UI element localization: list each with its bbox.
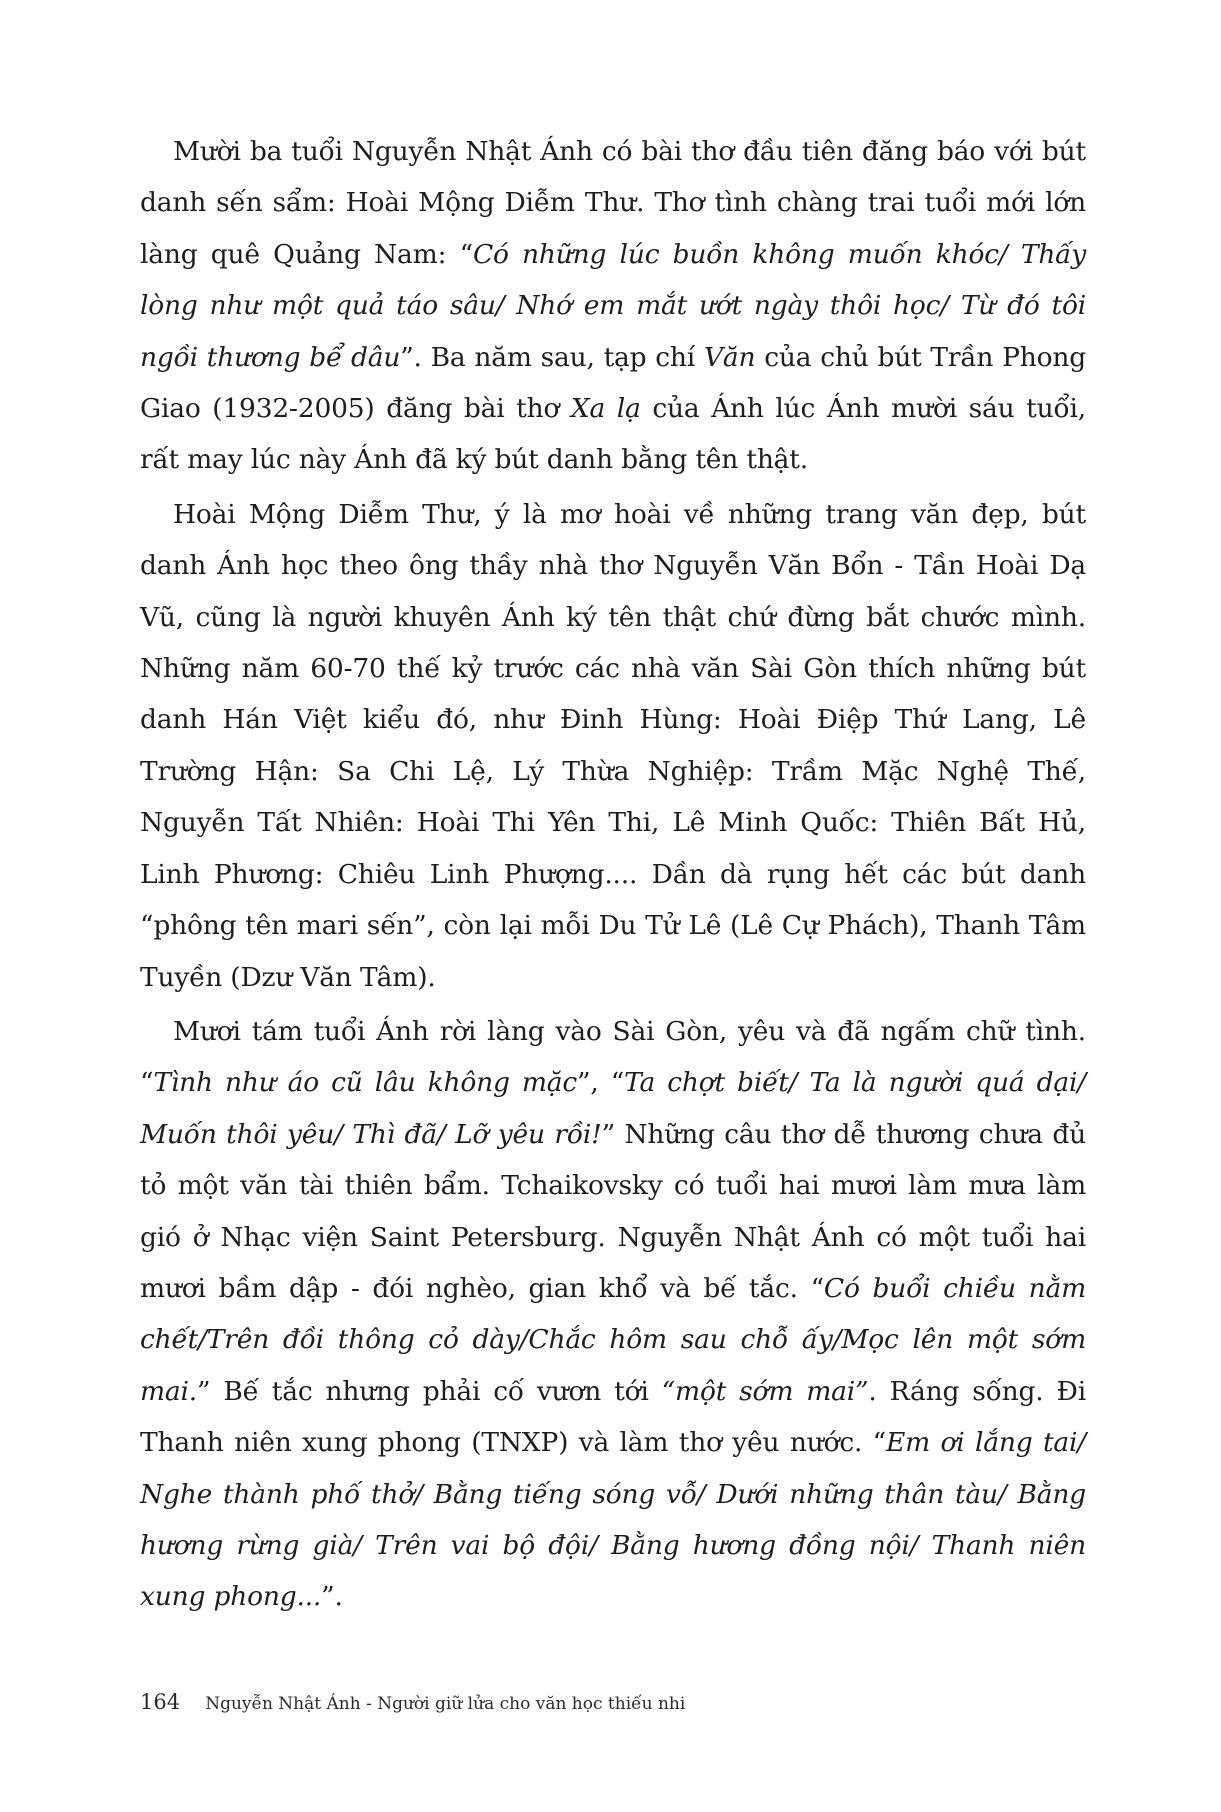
paragraph-3 — [140, 1006, 1086, 1623]
paragraph-1 — [140, 126, 1086, 486]
page-footer — [140, 1690, 1086, 1720]
text-run: Mười ba tuổi Nguyễn Nhật Ánh có bài thơ đầu tiên đăng báo với bút danh sến sẩm: Hoài Mộng Diễm Thư. Thơ tình chàng trai tuổi mới lớn làng quê Quảng Nam: “ — [140, 136, 1086, 270]
italic-quote: Có buổi chiều nằm chết/Trên đồi thông cỏ dày/Chắc hôm sau chỗ ấy/Mọc lên một sớm mai. — [140, 1272, 1086, 1407]
text-run: ” Những câu thơ dễ thương chưa đủ tỏ một văn tài thiên bẩm. Tchaikovsky có tuổi hai mươi làm mưa làm gió ở Nhạc viện Saint Petersburg. Nguyễn Nhật Ánh có một tuổi hai mươi bầm dập - đói nghèo, gian khổ và bế tắc. “ — [140, 1118, 1086, 1304]
text-run: của Ánh lúc Ánh mười sáu tuổi, rất may lúc này Ánh đã ký bút danh bằng tên thật. — [140, 393, 1086, 476]
text-run: Hoài Mộng Diễm Thư, ý là mơ hoài về những trang văn đẹp, bút danh Ánh học theo ông thầy nhà thơ Nguyễn Văn Bổn - Tần Hoài Dạ Vũ, cũng là người khuyên Ánh ký tên thật chứ đừng bắt chước mình. Những năm 60-70 thế kỷ trước các nhà văn Sài Gòn thích những bút danh Hán Việt kiểu đó, như Đinh Hùng: Hoài Điệp Thứ Lang, Lê Trường Hận: Sa Chi Lệ, Lý Thừa Nghiệp: Trầm Mặc Nghệ Thế, Nguyễn Tất Nhiên: Hoài Thi Yên Thi, Lê Minh Quốc: Thiên Bất Hủ, Linh Phương: Chiêu Linh Phượng.... Dần dà rụng hết các bút danh “phông tên mari sến”, còn lại mỗi Du Tử Lê (Lê Cự Phách), Thanh Tâm Tuyền (Dzư Văn Tâm). — [140, 498, 1086, 993]
italic-quote: Văn — [703, 341, 756, 373]
text-run: ” Bế tắc nhưng phải cố vươn tới — [197, 1375, 662, 1407]
text-run: ”. — [321, 1581, 343, 1613]
text-run: . Ráng sống. Đi Thanh niên xung phong (TNXP) và làm thơ yêu nước. “ — [140, 1375, 1086, 1459]
italic-quote: Xa lạ — [570, 393, 641, 425]
paragraph-2 — [140, 489, 1086, 1003]
text-run: của chủ bút Trần Phong Giao (1932-2005) đăng bài thơ — [140, 341, 1086, 425]
italic-quote: Tình như áo cũ lâu không mặc — [153, 1067, 578, 1099]
text-run: ”. Ba năm sau, tạp chí — [400, 341, 704, 373]
italic-quote: Ta chợt biết/ Ta là người quá dại/ Muốn thôi yêu/ Thì đã/ Lỡ yêu rồi! — [140, 1067, 1086, 1150]
italic-quote: Có những lúc buồn không muốn khóc/ Thấy lòng như một quả táo sâu/ Nhớ em mắt ướt ngày thôi học/ Từ đó tôi ngồi thương bể dâu — [140, 238, 1086, 373]
page-number: 164 — [140, 1690, 181, 1714]
running-title: Nguyễn Nhật Ánh - Người giữ lửa cho văn học thiếu nhi — [205, 1694, 686, 1714]
body-text — [140, 126, 1086, 1623]
italic-quote: Em ơi lắng tai/ Nghe thành phố thở/ Bằng tiếng sóng vỗ/ Dưới những thân tàu/ Bằng hương rừng già/ Trên vai bộ đội/ Bằng hương đồng nội/ Thanh niên xung phong... — [140, 1427, 1086, 1613]
text-run: ”, “ — [577, 1067, 625, 1099]
text-run: Mươi tám tuổi Ánh rời làng vào Sài Gòn, yêu và đã ngấm chữ tình. “ — [140, 1015, 1086, 1099]
italic-quote: “một sớm mai” — [661, 1375, 869, 1407]
